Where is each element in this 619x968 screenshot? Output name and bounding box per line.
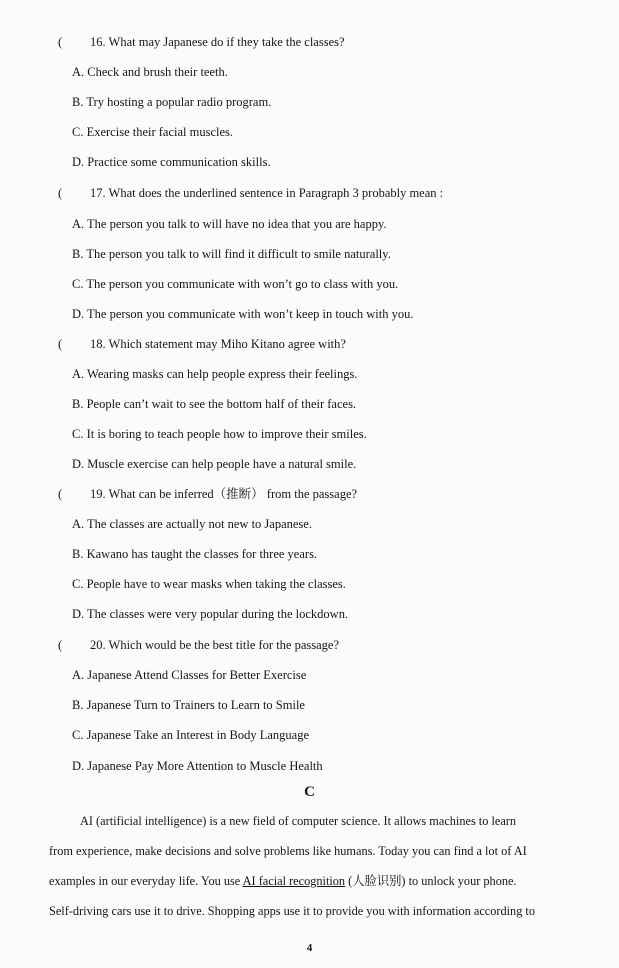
question-19-option-d: D. The classes were very popular during the lockdown. xyxy=(72,607,349,621)
question-20-option-c: C. Japanese Take an Interest in Body Language xyxy=(72,728,310,742)
question-16-option-a: A. Check and brush their teeth. xyxy=(72,65,228,79)
passage-line-3 xyxy=(49,873,517,889)
question-20-stem xyxy=(58,637,339,653)
page-number: 4 xyxy=(306,942,313,954)
question-18-option-d: D. Muscle exercise can help people have a natural smile. xyxy=(72,457,357,471)
underlined-term: AI facial recognition xyxy=(242,874,346,888)
question-16-stem xyxy=(58,34,345,50)
question-text: 20. Which would be the best title for the passage? xyxy=(90,638,340,652)
passage-line-1: AI (artificial intelligence) is a new field of computer science. It allows machines to learn xyxy=(80,814,517,828)
answer-paren: ( xyxy=(58,487,63,501)
question-19-option-c: C. People have to wear masks when taking the classes. xyxy=(72,577,346,591)
answer-paren: ( xyxy=(58,186,63,200)
question-17-option-d: D. The person you communicate with won’t keep in touch with you. xyxy=(72,307,414,321)
question-text: 19. What can be inferred（推断） from the passage? xyxy=(90,487,358,501)
passage-text: (人脸识别) to unlock your phone. xyxy=(345,874,517,888)
question-20-option-d: D. Japanese Pay More Attention to Muscle Health xyxy=(72,759,323,773)
question-text: 18. Which statement may Miho Kitano agree with? xyxy=(90,337,346,351)
answer-paren: ( xyxy=(58,337,63,351)
question-18-stem xyxy=(58,336,346,352)
question-text: 16. What may Japanese do if they take the classes? xyxy=(90,35,345,49)
question-16-option-c: C. Exercise their facial muscles. xyxy=(72,125,234,139)
passage-line-2: from experience, make decisions and solve problems like humans. Today you can find a lot of AI xyxy=(49,844,527,858)
passage-text: examples in our everyday life. You use xyxy=(49,874,243,888)
answer-paren: ( xyxy=(58,35,63,49)
question-17-option-b: B. The person you talk to will find it difficult to smile naturally. xyxy=(72,247,391,261)
question-19-option-a: A. The classes are actually not new to Japanese. xyxy=(72,517,312,531)
answer-paren: ( xyxy=(58,638,63,652)
question-16-option-b: B. Try hosting a popular radio program. xyxy=(72,95,272,109)
question-17-option-c: C. The person you communicate with won’t go to class with you. xyxy=(72,277,399,291)
question-20-option-a: A. Japanese Attend Classes for Better Exercise xyxy=(72,668,307,682)
question-17-option-a: A. The person you talk to will have no idea that you are happy. xyxy=(72,217,387,231)
question-16-option-d: D. Practice some communication skills. xyxy=(72,155,271,169)
question-20-option-b: B. Japanese Turn to Trainers to Learn to Smile xyxy=(72,698,305,712)
question-text: 17. What does the underlined sentence in Paragraph 3 probably mean : xyxy=(90,186,444,200)
question-19-option-b: B. Kawano has taught the classes for three years. xyxy=(72,547,318,561)
question-18-option-c: C. It is boring to teach people how to improve their smiles. xyxy=(72,427,367,441)
question-18-option-b: B. People can’t wait to see the bottom half of their faces. xyxy=(72,397,357,411)
question-19-stem xyxy=(58,486,357,502)
question-17-stem xyxy=(58,185,443,201)
question-18-option-a: A. Wearing masks can help people express their feelings. xyxy=(72,367,358,381)
passage-line-4: Self-driving cars use it to drive. Shopping apps use it to provide you with information according to xyxy=(49,904,535,918)
section-heading: C xyxy=(304,784,315,800)
